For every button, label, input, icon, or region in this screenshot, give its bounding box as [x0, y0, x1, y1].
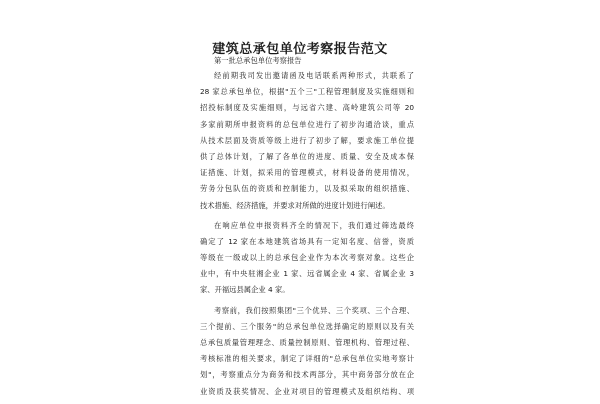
- paragraph-line: 业资质及获奖情况、企业对项目的管理模式及组织结构、项: [200, 386, 414, 396]
- paragraph-line: 考核标准的相关要求，制定了详细的"总承包单位实地考察计: [200, 354, 414, 364]
- paragraph-line: 等级在一级或以上的总承包企业作为本次考察对象。这些企: [200, 253, 414, 263]
- paragraph-line: 在响应单位申报资料齐全的情况下，我们通过筛选最终: [214, 220, 414, 230]
- document-subtitle: 第一批总承包单位考察报告: [214, 56, 302, 65]
- paragraph-line: 供了总体计划，了解了各单位的进度、质量、安全及成本保: [200, 151, 414, 161]
- paragraph-line: 证措施、计划，拟采用的管理模式，材料设备的使用情况，: [200, 168, 414, 178]
- paragraph: [200, 303, 414, 400]
- paragraph-line: 考察前，我们按照集团"三个优异、三个奖项、三个合理、: [214, 305, 414, 315]
- document-body: [200, 54, 414, 404]
- paragraph-line: 从技术层面及资质等级上进行了初步了解，要求施工单位提: [200, 135, 414, 145]
- paragraph-line: 劳务分包队伍的资质和控制能力，以及拟采取的组织措施、: [200, 184, 414, 194]
- paragraph: [200, 218, 414, 299]
- paragraph-line: 业中，有中央驻湘企业 1 家、远省属企业 4 家、省属企业 3: [200, 269, 414, 279]
- paragraph-line: 经前期我司发出邀请函及电话联系两种形式，共联系了: [214, 71, 414, 80]
- paragraph-line: 确定了 12 家在本地建筑省场具有一定知名度、信誉，资质: [200, 236, 414, 246]
- paragraph-line: 28 家总承包单位，根据"五个三"工程管理制度及实施细则和: [200, 87, 414, 97]
- paragraph-line: 总承包质量管理理念、质量控制原则、管理机构、管理过程、: [200, 338, 414, 347]
- paragraph: [200, 68, 414, 214]
- paragraph-line: 技术措施、经济措施，并要求对所做的进度计划进行阐述。: [200, 200, 390, 210]
- paragraph-line: 多家前期所申报资料的总包单位进行了初步沟通洽谈，重点: [200, 119, 414, 129]
- document-title: 建筑总承包单位考察报告范文: [212, 42, 388, 57]
- paragraph-line: 三个提前、三个服务"的总承包单位选择确定的原则以及有关: [200, 321, 414, 331]
- paragraph-line: 划"，考察重点分为商务和技术两部分，其中商务部分放在企: [200, 370, 414, 380]
- paragraph-line: 家、开福远县属企业 4 家。: [200, 285, 290, 295]
- paragraph-line: 招投标制度及实施细则，与远省六建、高岭建筑公司等 20: [200, 103, 414, 113]
